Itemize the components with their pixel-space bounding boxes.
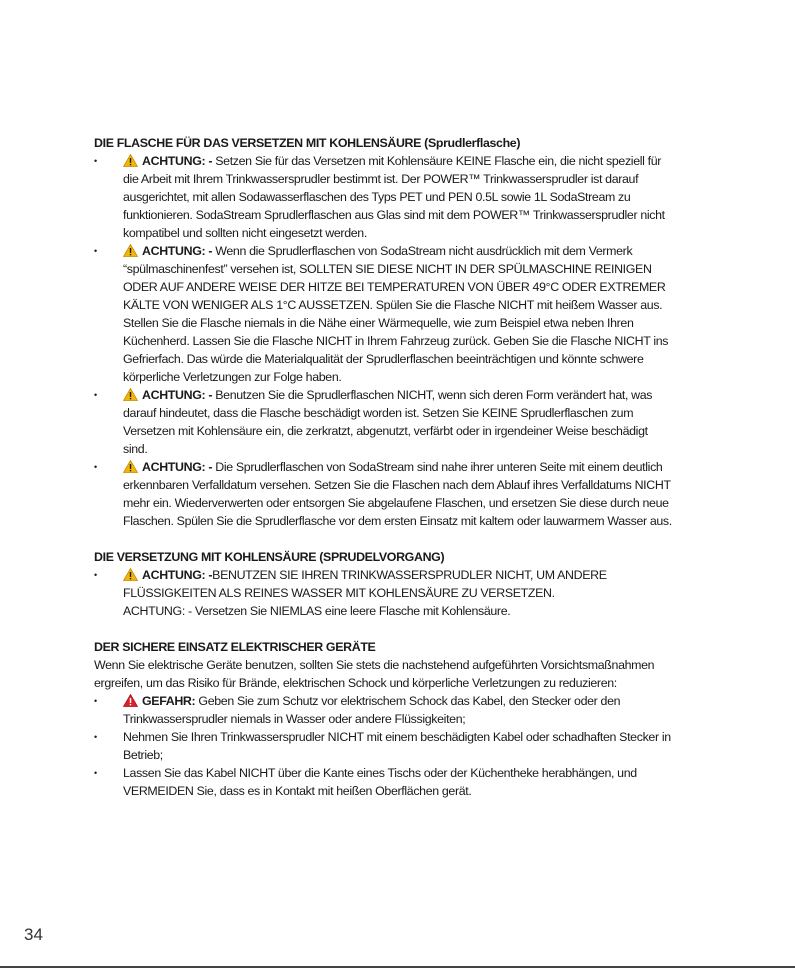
list-item <box>94 566 674 602</box>
bullet-icon: • <box>94 768 97 778</box>
warning-icon <box>123 460 138 473</box>
danger-text: Geben Sie zum Schutz vor elektrischem Schock das Kabel, den Stecker oder den Trinkwassersprudler niemals in Wasser oder andere Flüssigkeiten; <box>123 694 621 726</box>
warning-label: ACHTUNG: - <box>142 388 213 402</box>
section-intro: Wenn Sie elektrische Geräte benutzen, sollten Sie stets die nachstehend aufgeführten Vorsichtsmaßnahmen ergreifen, um das Risiko für Brände, elektrischen Schock und körperliche Verletzungen zu reduzieren: <box>94 658 655 690</box>
list-item <box>94 764 674 800</box>
warning-icon <box>123 154 138 167</box>
warning-text: Wenn die Sprudlerflaschen von SodaStream nicht ausdrücklich mit dem Vermerk “spülmaschinenfest” versehen ist, SOLLTEN SIE DIESE NICHT IN DER SPÜLMASCHINE REINIGEN ODER AUF ANDERE WEISE DER HITZE BEI TEMPERATUREN VON ÜBER 49°C ODER EXTREMER KÄLTE VON WENIGER ALS 1°C AUSSETZEN. Spülen Sie die Flasche NICHT mit heißem Wasser aus. Stellen Sie die Flasche niemals in die Nähe einer Wärmequelle, wie zum Beispiel etwa neben Ihren Küchenherd. Lassen Sie die Flasche NICHT in Ihrem Fahrzeug zurück. Geben Sie die Flasche NICHT ins Gefrierfach. Das würde die Materialqualität der Sprudlerflaschen beeinträchtigen und könnte schwere körperliche Verletzungen zur Folge haben. <box>123 244 669 384</box>
bullet-icon: • <box>94 570 97 580</box>
section-spacer <box>94 620 674 638</box>
warning-icon <box>123 388 138 401</box>
warning-text: BENUTZEN SIE IHREN TRINKWASSERSPRUDLER NICHT, UM ANDERE FLÜSSIGKEITEN ALS REINES WASSER MIT KOHLENSÄURE ZU VERSETZEN. <box>123 568 607 600</box>
list-item <box>94 728 674 764</box>
section-heading-bottle: DIE FLASCHE FÜR DAS VERSETZEN MIT KOHLENSÄURE (Sprudlerflasche) <box>94 136 521 150</box>
warning-label: ACHTUNG: - <box>142 244 213 258</box>
warning-icon <box>123 244 138 257</box>
list-item <box>94 458 674 530</box>
warning-text: Die Sprudlerflaschen von SodaStream sind nahe ihrer unteren Seite mit einem deutlich erkennbaren Verfalldatum versehen. Setzen Sie die Flaschen nach dem Ablauf ihres Verfalldatums NICHT mehr ein. Wiederverwerten oder entsorgen Sie abgelaufene Flaschen, und ersetzen Sie diese durch neue Flaschen. Spülen Sie die Sprudlerflasche vor dem ersten Einsatz mit kaltem oder lauwarmem Wasser aus. <box>123 460 672 528</box>
section-spacer <box>94 530 674 548</box>
list-item <box>94 242 674 386</box>
warning-text: Setzen Sie für das Versetzen mit Kohlensäure KEINE Flasche ein, die nicht speziell für die Arbeit mit Ihrem Trinkwassersprudler bestimmt ist. Der POWER™ Trinkwassersprudler ist darauf ausgerichtet, mit allen Sodawasserflaschen des Typs PET und PEN 0.5L sowie 1L SodaStream zu funktionieren. SodaStream Sprudlerflaschen aus Glas sind mit dem POWER™ Trinkwassersprudler nicht kompatibel und sollten nicht eingesetzt werden. <box>123 154 665 240</box>
bullet-icon: • <box>94 462 97 472</box>
list-item <box>94 152 674 242</box>
section-heading-carbonation: DIE VERSETZUNG MIT KOHLENSÄURE (SPRUDELVORGANG) <box>94 550 445 564</box>
warning-label: ACHTUNG: - <box>142 460 213 474</box>
bullet-icon: • <box>94 696 97 706</box>
warning-text: Benutzen Sie die Sprudlerflaschen NICHT, wenn sich deren Form verändert hat, was darauf hindeutet, dass die Flasche beschädigt worden ist. Setzen Sie KEINE Sprudlerflaschen zum Versetzen mit Kohlensäure ein, die zerkratzt, abgenutzt, verfärbt oder in irgendeiner Weise beschädigt sind. <box>123 388 653 456</box>
bullet-icon: • <box>94 390 97 400</box>
danger-icon <box>123 694 138 707</box>
page-number: 34 <box>24 925 43 944</box>
warning-icon <box>123 568 138 581</box>
manual-page-content <box>94 134 674 800</box>
list-item-text: Lassen Sie das Kabel NICHT über die Kante eines Tischs oder der Küchentheke herabhängen, und VERMEIDEN Sie, dass es in Kontakt mit heißen Oberflächen gerät. <box>123 766 637 798</box>
warning-label: ACHTUNG: - <box>142 154 213 168</box>
danger-label: GEFAHR: <box>142 694 196 708</box>
list-item <box>94 692 674 728</box>
section-heading-electrical: DER SICHERE EINSATZ ELEKTRISCHER GERÄTE <box>94 640 376 654</box>
bullet-icon: • <box>94 732 97 742</box>
bullet-icon: • <box>94 156 97 166</box>
list-item <box>94 386 674 458</box>
warning-label: ACHTUNG: - <box>142 568 213 582</box>
warning-note: ACHTUNG: - Versetzen Sie NIEMLAS eine leere Flasche mit Kohlensäure. <box>123 604 511 618</box>
bullet-icon: • <box>94 246 97 256</box>
bottom-divider <box>0 966 795 968</box>
list-item-text: Nehmen Sie Ihren Trinkwassersprudler NICHT mit einem beschädigten Kabel oder schadhaften Stecker in Betrieb; <box>123 730 671 762</box>
